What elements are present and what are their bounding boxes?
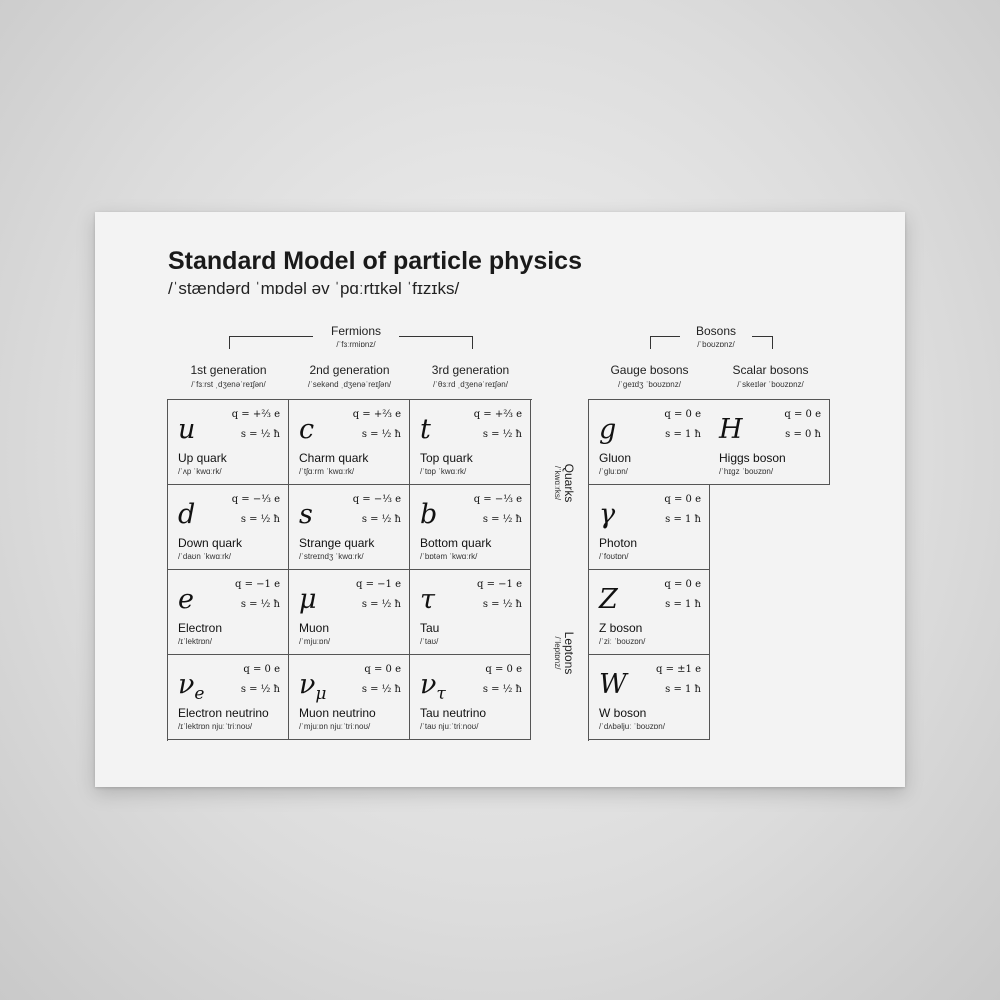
particle-card-muon-neutrino (289, 655, 410, 740)
particle-name: Gluon (599, 451, 632, 465)
particle-card-top-quark (410, 400, 531, 485)
particle-ipa: /ˈbɒtəm ˈkwɑːrk/ (420, 552, 478, 561)
particle-ipa: /ˈdʌbəljuː ˈboʊzɒn/ (599, 722, 665, 731)
particle-properties: q = −⅓ e s = ½ ħ (473, 494, 522, 525)
particle-ipa: /ˈmjuːɒn/ (299, 637, 331, 646)
scalar-boson-grid (709, 399, 830, 486)
particle-ipa: /ˈɡluːɒn/ (599, 467, 628, 476)
particle-symbol: $\nu_\mu$ (299, 669, 327, 704)
particle-ipa: /ɪˈlektrɒn njuːˈtriːnoʊ/ (178, 722, 253, 731)
particle-name: Tau (420, 621, 440, 635)
bosons-label: Bosons /ˈboʊzɒnz/ (680, 324, 752, 349)
particle-properties: q = 0 e s = ½ ħ (240, 664, 280, 695)
particle-name: Electron (178, 621, 223, 635)
column-header-gen2: 2nd generation /ˈsekənd ˌdʒenəˈreɪʃən/ (307, 363, 392, 389)
page-subtitle-ipa: /ˈstændərd ˈmɒdəl əv ˈpɑːrtɪkəl ˈfɪzɪks/ (168, 279, 460, 298)
particle-card-photon (589, 485, 710, 570)
particle-properties: q = +⅔ e s = ½ ħ (473, 409, 522, 440)
particle-symbol: b (420, 499, 438, 530)
particle-name: Muon (299, 621, 330, 635)
particle-symbol: u (178, 414, 196, 445)
particle-ipa: /ˈʌp ˈkwɑːrk/ (178, 467, 222, 476)
particle-ipa: /ˈtaʊ/ (420, 637, 439, 646)
particle-name: Higgs boson (719, 451, 786, 465)
particle-name: Tau neutrino (420, 706, 487, 720)
quarks-label: Quarks /ˈkwɑːrks/ (544, 438, 576, 528)
particle-symbol: H (719, 414, 743, 445)
particle-properties: q = 0 e s = ½ ħ (361, 664, 401, 695)
particle-card-electron (168, 570, 289, 655)
fermions-label: Fermions /ˈfɜːrmiɒnz/ (313, 324, 399, 349)
particle-symbol: e (178, 584, 194, 615)
particle-symbol: μ (299, 584, 317, 615)
particle-ipa: /ˈfoʊtɒn/ (599, 552, 629, 561)
particle-symbol: τ (420, 584, 435, 615)
particle-name: Down quark (178, 536, 243, 550)
column-header-gen1: 1st generation /ˈfɜːrst ˌdʒenəˈreɪʃən/ (190, 363, 267, 389)
particle-properties: q = +⅔ e s = ½ ħ (231, 409, 280, 440)
particle-properties: q = 0 e s = 1 ħ (664, 494, 701, 525)
gauge-boson-grid (588, 399, 710, 741)
particle-name: W boson (599, 706, 647, 720)
particle-ipa: /ˈdaʊn ˈkwɑːrk/ (178, 552, 232, 561)
particle-card-tau-neutrino (410, 655, 531, 740)
particle-symbol: γ (599, 499, 616, 530)
particle-properties: q = −1 e s = ½ ħ (356, 579, 401, 610)
particle-card-w-boson (589, 655, 710, 740)
particle-properties: q = −⅓ e s = ½ ħ (352, 494, 401, 525)
particle-card-higgs-boson (709, 400, 830, 485)
particle-card-charm-quark (289, 400, 410, 485)
particle-ipa: /ˈmjuːɒn njuːˈtriːnoʊ/ (299, 722, 371, 731)
particle-symbol: s (299, 499, 313, 530)
particle-card-up-quark (168, 400, 289, 485)
particle-name: Up quark (178, 451, 227, 465)
particle-name: Bottom quark (420, 536, 492, 550)
particle-name: Electron neutrino (178, 706, 269, 720)
particle-card-bottom-quark (410, 485, 531, 570)
particle-card-down-quark (168, 485, 289, 570)
particle-ipa: /ɪˈlektrɒn/ (178, 637, 212, 646)
particle-card-tau (410, 570, 531, 655)
particle-symbol: g (599, 414, 617, 445)
particle-symbol: $\nu_\tau$ (420, 669, 446, 704)
particle-name: Muon neutrino (299, 706, 376, 720)
particle-ipa: /ˈtɒp ˈkwɑːrk/ (420, 467, 467, 476)
particle-card-muon (289, 570, 410, 655)
particle-ipa: /ˈtaʊ njuːˈtriːnoʊ/ (420, 722, 479, 731)
particle-symbol: Z (599, 584, 618, 615)
leptons-label: Leptons /ˈleptɒnz/ (544, 608, 576, 698)
particle-properties: q = −⅓ e s = ½ ħ (231, 494, 280, 525)
column-header-gen3: 3rd generation /ˈθɜːrd ˌdʒenəˈreɪʃən/ (431, 363, 510, 389)
particle-symbol: $\nu_e$ (178, 669, 205, 704)
particle-symbol: W (599, 669, 627, 700)
particle-name: Photon (599, 536, 638, 550)
particle-ipa: /ˈtʃɑːrm ˈkwɑːrk/ (299, 467, 355, 476)
particle-name: Charm quark (299, 451, 369, 465)
particle-properties: q = +⅔ e s = ½ ħ (352, 409, 401, 440)
particle-properties: q = 0 e s = 0 ħ (784, 409, 821, 440)
column-header-scalar-bosons: Scalar bosons /ˈskeɪlər ˈboʊzɒnz/ (732, 363, 809, 389)
particle-properties: q = ±1 e s = 1 ħ (656, 664, 701, 695)
particle-properties: q = −1 e s = ½ ħ (477, 579, 522, 610)
particle-properties: q = −1 e s = ½ ħ (235, 579, 280, 610)
poster (95, 212, 905, 787)
particle-properties: q = 0 e s = 1 ħ (664, 579, 701, 610)
particle-properties: q = 0 e s = ½ ħ (482, 664, 522, 695)
column-header-gauge-bosons: Gauge bosons /ˈɡeɪdʒ ˈboʊzɒnz/ (610, 363, 689, 389)
particle-ipa: /ˈziː ˈboʊzɒn/ (599, 637, 646, 646)
particle-symbol: t (420, 414, 431, 445)
particle-ipa: /ˈstreɪndʒ ˈkwɑːrk/ (299, 552, 364, 561)
particle-name: Strange quark (299, 536, 375, 550)
particle-card-z-boson (589, 570, 710, 655)
particle-card-gluon (589, 400, 710, 485)
particle-symbol: c (299, 414, 315, 445)
fermion-grid (167, 399, 532, 741)
particle-name: Top quark (420, 451, 473, 465)
particle-properties: q = 0 e s = 1 ħ (664, 409, 701, 440)
page-title: Standard Model of particle physics (168, 247, 582, 275)
particle-card-electron-neutrino (168, 655, 289, 740)
particle-name: Z boson (599, 621, 643, 635)
particle-symbol: d (178, 499, 196, 530)
particle-ipa: /ˈhɪɡz ˈboʊzɒn/ (719, 467, 774, 476)
particle-card-strange-quark (289, 485, 410, 570)
